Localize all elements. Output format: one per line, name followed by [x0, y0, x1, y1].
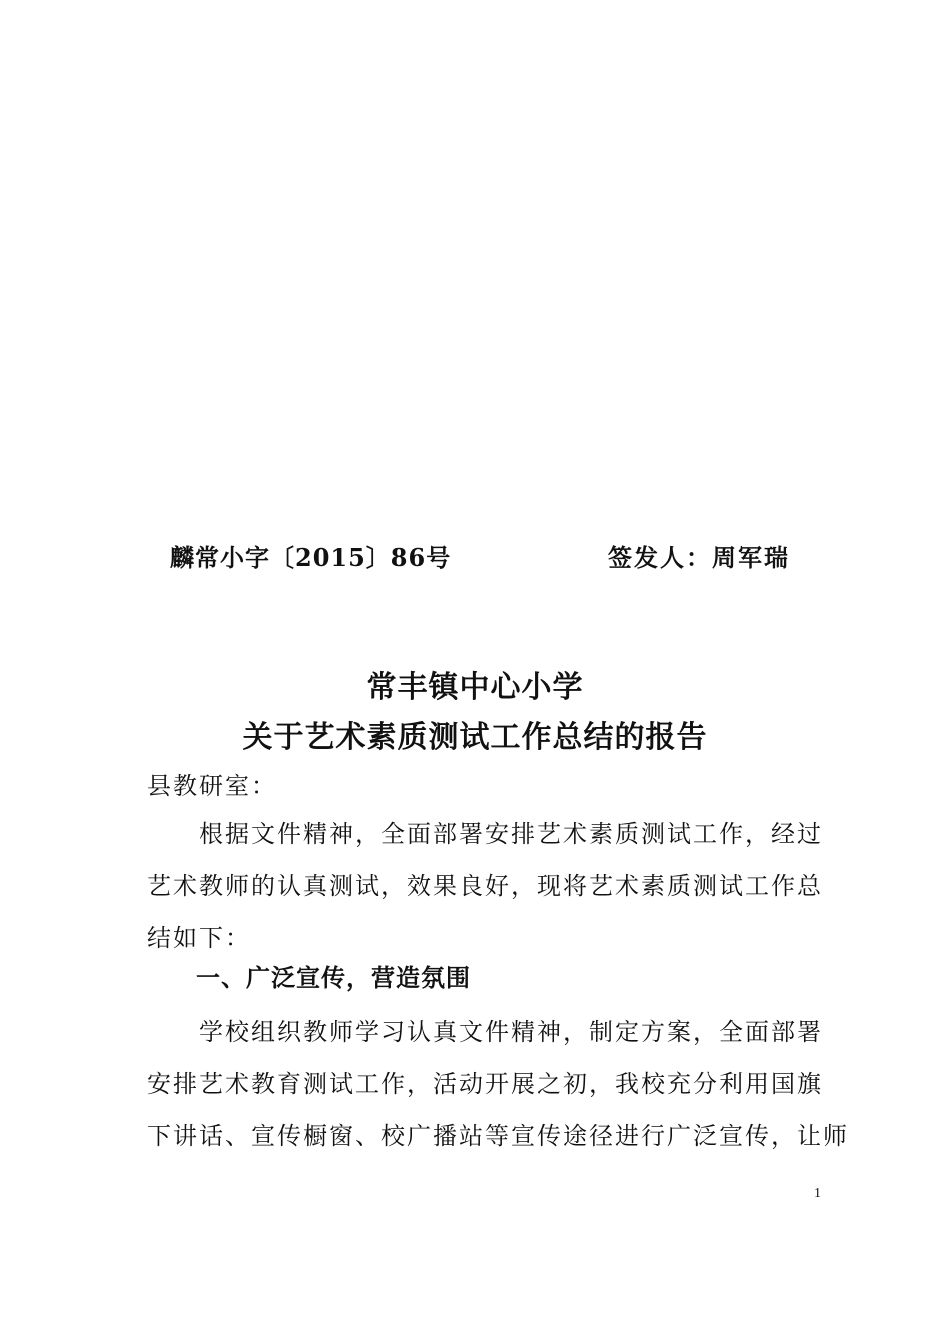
section-heading-1: 一、广泛宣传，营造氛围	[196, 964, 471, 992]
paragraph-intro	[147, 808, 823, 964]
title-school-name: 常丰镇中心小学	[366, 670, 584, 705]
addressee: 县教研室：	[147, 772, 277, 800]
paragraph-line: 根据文件精神，全面部署安排艺术素质测试工作，经过	[147, 820, 823, 848]
paragraph-line: 学校组织教师学习认真文件精神，制定方案，全面部署	[147, 1018, 823, 1046]
signer-label: 签发人：周军瑞	[608, 543, 790, 572]
page-number: 1	[814, 1186, 821, 1201]
paragraph-line: 下讲话、宣传橱窗、校广播站等宣传途径进行广泛宣传，让师	[147, 1122, 849, 1150]
paragraph-line: 安排艺术教育测试工作，活动开展之初，我校充分利用国旗	[147, 1070, 823, 1098]
title-report-name: 关于艺术素质测试工作总结的报告	[242, 720, 708, 755]
paragraph-line: 结如下：	[147, 924, 251, 952]
document-number: 麟常小字〔2015〕86号	[170, 543, 452, 572]
paragraph-line: 艺术教师的认真测试，效果良好，现将艺术素质测试工作总	[147, 872, 823, 900]
paragraph-section-1	[147, 1006, 849, 1162]
